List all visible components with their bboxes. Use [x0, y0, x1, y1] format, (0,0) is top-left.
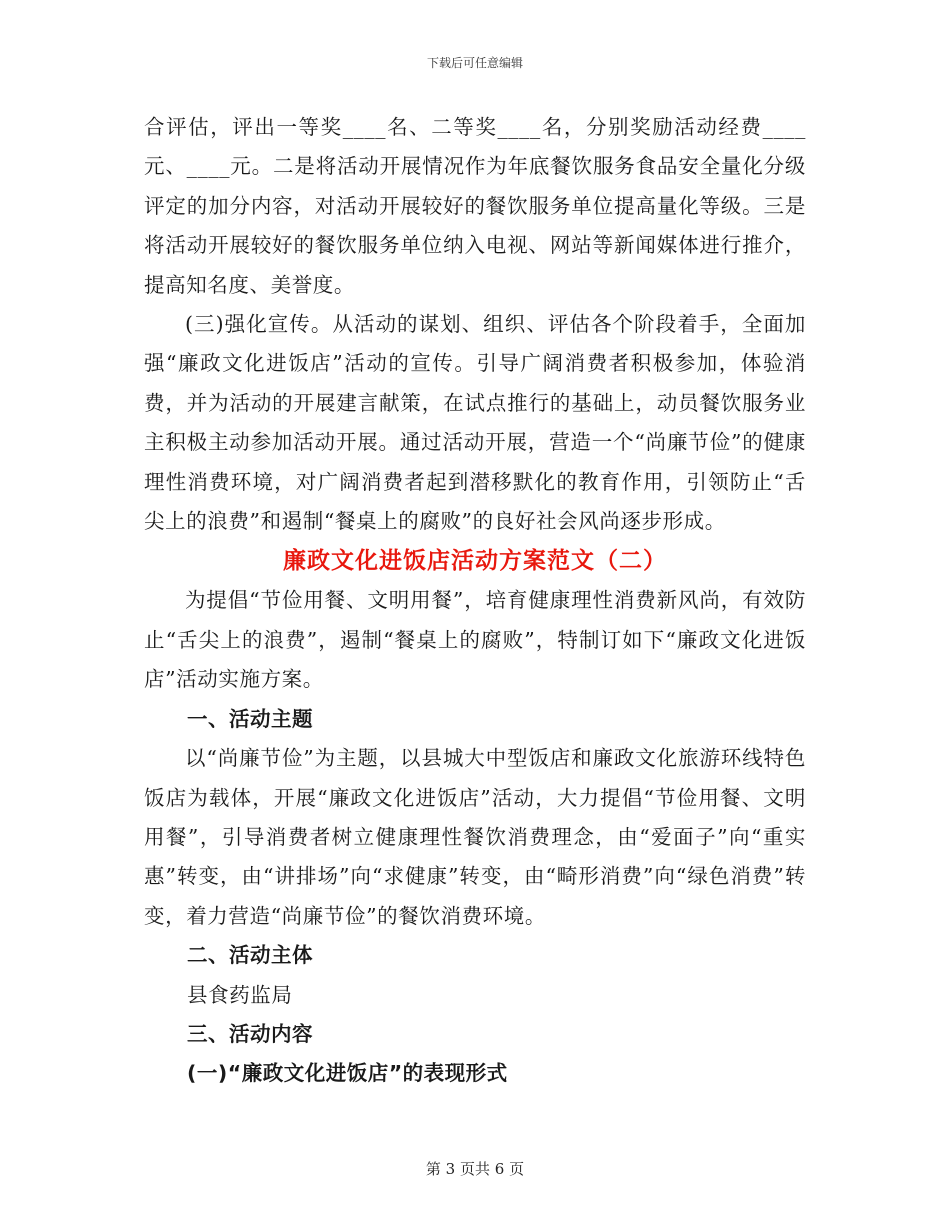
page-header: 下载后可任意编辑	[426, 56, 523, 70]
body-paragraph-continuation: 合评估，评出一等奖____名、二等奖____名，分别奖励活动经费____元、____元。二是将活动开展情况作为年底餐饮服务食品安全量化分级评定的加分内容，对活动开展较好的餐饮服务单位提高量化等级。三是将活动开展较好的餐饮服务单位纳入电视、网站等新闻媒体进行推介，提高知名度、美誉度。	[144, 115, 806, 297]
heading-activity-content: 三、活动内容	[187, 1021, 313, 1046]
body-paragraph-publicity: (三)强化宣传。从活动的谋划、组织、评估各个阶段着手，全面加强“廉政文化进饭店”活动的宣传。引导广阔消费者积极参加，体验消费，并为活动的开展建言献策，在试点推行的基础上，动员餐饮服务业主积极主动参加活动开展。通过活动开展，营造一个“尚廉节俭”的健康理性消费环境，对广阔消费者起到潜移默化的教育作用，引领防止“舌尖上的浪费”和遏制“餐桌上的腐败”的良好社会风尚逐步形成。	[144, 312, 806, 534]
page-footer: 第 3 页共 6 页	[425, 1160, 525, 1178]
heading-presentation-form: (一)“廉政文化进饭店”的表现形式	[187, 1061, 508, 1086]
document-body	[144, 108, 806, 1094]
body-paragraph-intro: 为提倡“节俭用餐、文明用餐”，培育健康理性消费新风尚，有效防止“舌尖上的浪费”，遏制“餐桌上的腐败”，特制订如下“廉政文化进饭店”活动实施方案。	[144, 588, 806, 692]
body-paragraph-theme: 以“尚廉节俭”为主题，以县城大中型饭店和廉政文化旅游环线特色饭店为载体，开展“廉政文化进饭店”活动，大力提倡“节俭用餐、文明用餐”，引导消费者树立健康理性餐饮消费理念，由“爱面子”向“重实惠”转变，由“讲排场”向“求健康”转变，由“畸形消费”向“绿色消费”转变，着力营造“尚廉节俭”的餐饮消费环境。	[144, 746, 806, 928]
heading-activity-subject: 二、活动主体	[187, 943, 313, 968]
heading-activity-theme: 一、活动主题	[187, 706, 313, 731]
section-title: 廉政文化进饭店活动方案范文（二）	[283, 548, 667, 575]
body-paragraph-subject: 县食药监局	[187, 982, 293, 1007]
